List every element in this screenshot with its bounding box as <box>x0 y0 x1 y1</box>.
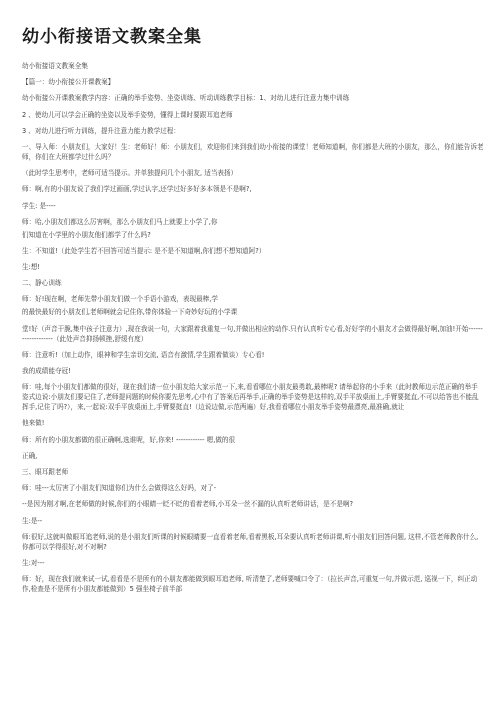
paragraph: 的最快最好的小朋友们,老师啊就会记住你,带你体验一下奇妙好玩的小学课 <box>22 308 238 317</box>
paragraph: 师：啊,有的小朋友说了我们学过画画,学过认字,还学过好多好多本领是不是啊?, <box>22 185 252 194</box>
paragraph: 学生: 是---- <box>22 201 56 210</box>
page-title: 幼小衔接语文教案全集 <box>22 27 202 47</box>
paragraph: 【篇一：幼小衔接公开课教案】 <box>22 78 115 87</box>
paragraph: 幼小衔接公开课教案教学内容：正确的举手姿势、坐姿训练、听动训练教学目标：1、对幼儿进行注意力集中训练 <box>22 94 350 103</box>
paragraph: 二、静心训练 <box>22 279 62 288</box>
paragraph: 师：好，现在我们就来试一试,看看是不是所有的小朋友都能做到眼耳追老师, 听清楚了,老师要喊口令了：（拉长声音,可重复一句,并做示范, 巡视一下，纠正动作,检查是不是所有小朋友都能做到）5 强坐椅子前半部 <box>22 575 478 594</box>
paragraph: 师：哇---太厉害了小朋友们知道你们为什么会做得这么好吗，对了- <box>22 484 217 493</box>
paragraph: 师：好!现在啊，老师先带小朋友们做一个手语小游戏，表现最棒,学 <box>22 295 218 304</box>
paragraph: 幼小衔接语文教案全集 <box>22 62 88 70</box>
paragraph: 一、导入师：小朋友们，大家好！生：老师好！师：小朋友们，欢迎你们来到我们幼小衔接的课堂！老师知道啊，你们都是大班的小朋友，那么，你们能告诉老师，你们在大班都学过什么吗？ <box>22 142 484 161</box>
paragraph: --是因为刚才啊,在老师做的时候,你们的小眼睛一眨不眨的看着老师,小耳朵一丝不漏的认真听老师讲话，是不是啊? <box>22 500 354 509</box>
paragraph: 2 、使幼儿可以学会正确的坐姿以及举手姿势，懂得上课时要跟耳追老师 <box>22 110 233 119</box>
paragraph: 生：不知道!（此处学生若不回答可适当提示: 是不是不知道啊,你们想不想知道阿?） <box>22 246 266 255</box>
paragraph: 他来做! <box>22 419 45 428</box>
paragraph: 堂!好（声音干脆,集中孩子注意力）,现在我说一句，大家跟着我重复一句,并做出相应的动作.只有认真听专心看,好好学的小朋友才会做得最好啊,加油!开始-------------------（此处声音抑扬顿挫,舒缓有度） <box>22 324 483 343</box>
paragraph: 师：注意听!（加上动作，眼神和学生亲切交流, 语音有激情,学生跟着做谈）专心看! <box>22 350 265 359</box>
paragraph: 们知道在小学里的小朋友他们都学了什么吗? <box>22 230 151 239</box>
paragraph: 生:是-- <box>22 516 43 525</box>
paragraph: 师：哇,每个小朋友们都做的很好，现在我们请一位小朋友给大家示范一下,来,看看哪位小朋友最勇敢,最棒呢? 请举起你的小手来（此时教师边示范正确的举手姿式边说:小朋友们要记住了,老师提问题的时候你要先思考,心中有了答案后再举手,正确的举手姿势是这样的,双手平放桌面上,手臂要挺直,不可以给答也不能乱挥手,记住了吗?），来,一起说:双手平放桌面上,手臂要挺直!（边说边做,示范两遍）好,我看看哪位小朋友举手姿势最漂亮,最准确,就让 <box>22 383 479 412</box>
paragraph: （此时学生思考中，老师可适当提示。并单独提问几个小朋友, 适当表扬） <box>22 169 238 178</box>
paragraph: 生:想! <box>22 263 41 272</box>
paragraph: 正确, <box>22 451 38 460</box>
paragraph: 三、眼耳跟老师 <box>22 467 69 476</box>
paragraph: 我的成绩能夺冠! <box>22 367 71 375</box>
document-body <box>22 61 484 594</box>
paragraph: 师：哈,小朋友们都这么厉害啊，那么小朋友们马上就要上小学了,你 <box>22 217 218 226</box>
paragraph: 师:很好,这就叫做眼耳追老师,说的是小朋友们听课的时候眼睛要一直看着老师,看着黑板,耳朵要认真听老师讲课,听小朋友们回答问题, 这样,不管老师教你什么,你都可以学得很好,对不对啊? <box>22 532 479 551</box>
paragraph: 师：所有的小朋友都做的很正确啊,选谁呢，好,你来! ------------ 嗯,做的很 <box>22 435 236 444</box>
paragraph: 生:对--- <box>22 558 45 567</box>
paragraph: 3 、对幼儿进行听力训练，提升注意力能力教学过程： <box>22 126 180 135</box>
